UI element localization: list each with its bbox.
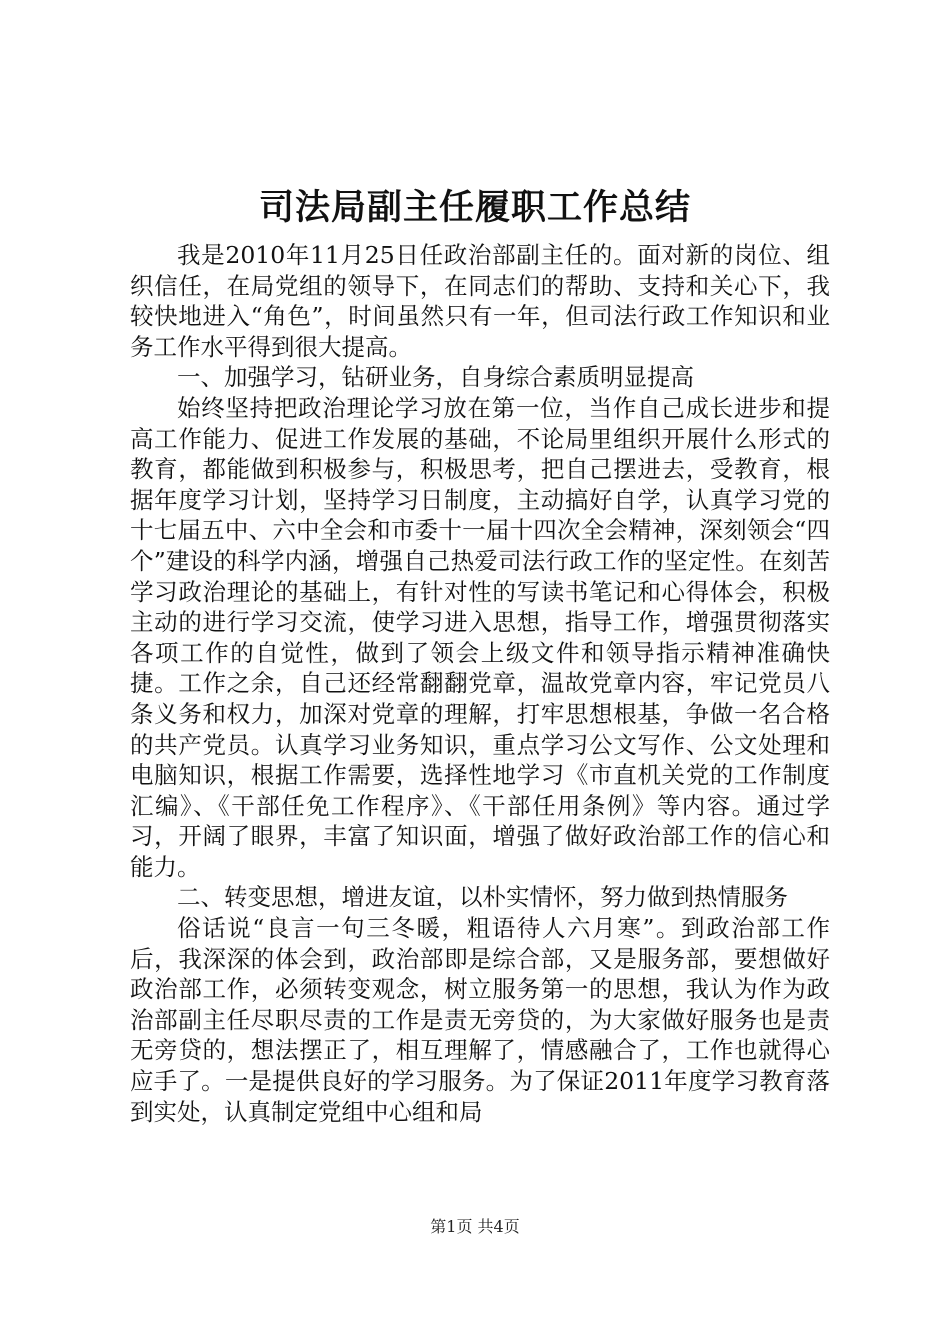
- document-body: [130, 240, 830, 1127]
- section-heading-2: 二、转变思想，增进友谊，以朴实情怀，努力做到热情服务: [177, 883, 788, 912]
- paragraph-service: 俗话说“良言一句三冬暖，粗语待人六月寒”。到政治部工作后，我深深的体会到，政治部即是综合部，又是服务部，要想做好政治部工作，必须转变观念，树立服务第一的思想，我认为作为政治部副主任尽职尽责的工作是责无旁贷的，为大家做好服务也是责无旁贷的，想法摆正了，相互理解了，情感融合了，工作也就得心应手了。一是提供良好的学习服务。为了保证2011年度学习教育落到实处，认真制定党组中心组和局: [130, 914, 830, 1126]
- page-footer: 第1页 共4页: [430, 1217, 520, 1236]
- document-title: 司法局副主任履职工作总结: [258, 187, 691, 228]
- section-heading-1: 一、加强学习，钻研业务，自身综合素质明显提高: [177, 363, 694, 392]
- paragraph-study: 始终坚持把政治理论学习放在第一位，当作自己成长进步和提高工作能力、促进工作发展的基础，不论局里组织开展什么形式的教育，都能做到积极参与，积极思考，把自己摆进去，受教育，根据年度学习计划，坚持学习日制度，主动搞好自学，认真学习党的十七届五中、六中全会和市委十一届十四次全会精神，深刻领会“四个”建设的科学内涵，增强自己热爱司法行政工作的坚定性。在刻苦学习政治理论的基础上，有针对性的写读书笔记和心得体会，积极主动的进行学习交流，使学习进入思想，指导工作，增强贯彻落实各项工作的自觉性，做到了领会上级文件和领导指示精神准确快捷。工作之余，自己还经常翻翻党章，温故党章内容，牢记党员八条义务和权力，加深对党章的理解，打牢思想根基，争做一名合格的共产党员。认真学习业务知识，重点学习公文写作、公文处理和电脑知识，根据工作需要，选择性地学习《市直机关党的工作制度汇编》、《干部任免工作程序》、《干部任用条例》等内容。通过学习，开阔了眼界，丰富了知识面，增强了做好政治部工作的信心和能力。: [130, 393, 830, 881]
- paragraph-intro: 我是2010年11月25日任政治部副主任的。面对新的岗位、组织信任，在局党组的领导下，在同志们的帮助、支持和关心下，我较快地进入“角色”，时间虽然只有一年，但司法行政工作知识和业务工作水平得到很大提高。: [130, 241, 830, 361]
